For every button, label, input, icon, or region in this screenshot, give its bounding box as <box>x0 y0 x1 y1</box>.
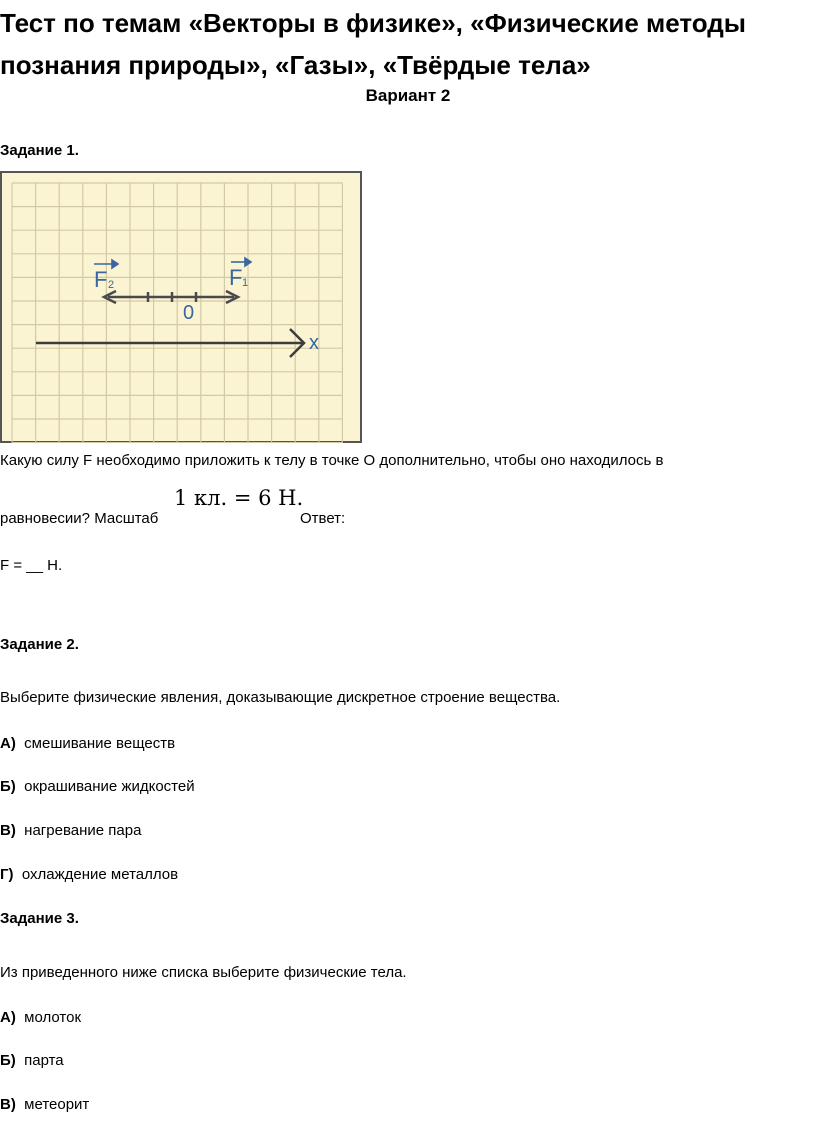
task2-heading: Задание 2. <box>0 636 79 653</box>
f2-label: F <box>94 267 108 292</box>
task2-option-b <box>0 778 195 795</box>
answer-label: Ответ: <box>300 510 346 527</box>
option-text: охлаждение металлов <box>21 866 179 883</box>
figure-frame <box>1 172 361 442</box>
option-letter: В) <box>0 1096 16 1113</box>
option-letter: А) <box>0 1009 16 1026</box>
task3-option-b <box>0 1052 64 1069</box>
origin-label: 0 <box>183 302 195 324</box>
page-title: Тест по темам «Векторы в физике», «Физические методы познания природы», «Газы», «Твёрдые тела» <box>0 8 746 80</box>
option-text: окрашивание жидкостей <box>24 778 195 795</box>
option-letter: В) <box>0 822 16 839</box>
option-text: нагревание пара <box>24 822 142 839</box>
f1-label: F <box>229 265 243 290</box>
option-text: парта <box>24 1052 64 1069</box>
option-letter: А) <box>0 735 16 752</box>
task2-option-a <box>0 735 175 752</box>
option-text: молоток <box>24 1009 82 1026</box>
option-text: метеорит <box>24 1096 90 1113</box>
task2-option-c <box>0 822 141 839</box>
variant-heading: Вариант 2 <box>365 86 451 105</box>
task3-heading: Задание 3. <box>0 910 79 927</box>
option-letter: Б) <box>0 778 16 795</box>
option-letter: Г) <box>0 866 14 883</box>
task3-option-a <box>0 1009 81 1026</box>
f1-subscript: 1 <box>242 277 249 289</box>
task1-heading: Задание 1. <box>0 142 79 159</box>
option-letter: Б) <box>0 1052 16 1069</box>
answer-line: F = __ Н. <box>0 557 63 574</box>
task2-option-d <box>0 866 178 883</box>
task2-question: Выберите физические явления, доказывающие дискретное строение вещества. <box>0 689 561 706</box>
task1-question-line1: Какую силу F необходимо приложить к телу в точке О дополнительно, чтобы оно находилось в <box>0 452 664 469</box>
scale-formula: 1 кл. = 6 Н. <box>174 486 304 510</box>
option-text: смешивание веществ <box>24 735 176 752</box>
f2-subscript: 2 <box>108 279 115 291</box>
task3-question: Из приведенного ниже списка выберите физические тела. <box>0 964 407 981</box>
force-vector-figure <box>0 171 362 443</box>
task3-option-c <box>0 1096 89 1113</box>
x-axis-label: x <box>309 332 319 354</box>
task1-question-line2: равновесии? Масштаб <box>0 510 159 527</box>
